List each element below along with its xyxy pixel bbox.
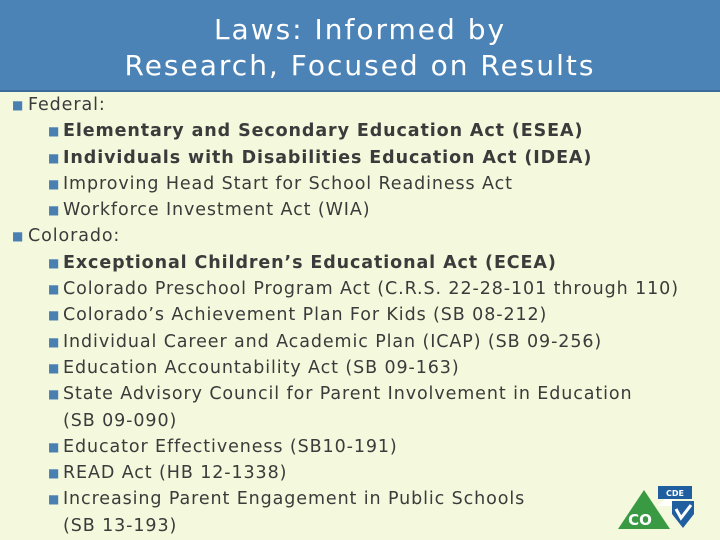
- federal-item: Individuals with Disabilities Education Act (IDEA): [63, 147, 593, 168]
- square-bullet-icon: ■: [48, 492, 61, 507]
- square-bullet-icon: ■: [48, 150, 61, 165]
- colorado-item: State Advisory Council for Parent Involvement in Education: [63, 384, 633, 405]
- bullet-list: [10, 92, 710, 539]
- list-item: [10, 276, 710, 302]
- logo-bottom-text: CO: [628, 511, 652, 529]
- colorado-item: Colorado’s Achievement Plan For Kids (SB 08-212): [63, 305, 548, 326]
- list-item: [10, 145, 710, 171]
- square-bullet-icon: ■: [48, 360, 61, 375]
- title-bar: [0, 0, 720, 92]
- square-bullet-icon: ■: [12, 229, 25, 244]
- list-item: [10, 329, 710, 355]
- square-bullet-icon: ■: [48, 124, 61, 139]
- square-bullet-icon: ■: [48, 466, 61, 481]
- list-item-federal: [10, 92, 710, 118]
- colorado-item: Individual Career and Academic Plan (ICAP) (SB 09-256): [63, 331, 603, 352]
- square-bullet-icon: ■: [48, 255, 61, 270]
- title-line-2: Research, Focused on Results: [124, 49, 596, 82]
- slide-title: [0, 12, 720, 84]
- colorado-item: Exceptional Children’s Educational Act (ECEA): [63, 252, 557, 273]
- colorado-item: (SB 13-193): [63, 515, 178, 536]
- colorado-item: Education Accountability Act (SB 09-163): [63, 357, 460, 378]
- list-item-continuation: [10, 513, 710, 539]
- colorado-item: Increasing Parent Engagement in Public Schools: [63, 489, 526, 510]
- title-line-1: Laws: Informed by: [213, 13, 507, 46]
- list-item: [10, 302, 710, 328]
- list-item: [10, 434, 710, 460]
- square-bullet-icon: ■: [48, 334, 61, 349]
- list-item: [10, 486, 710, 512]
- colorado-item: (SB 09-090): [63, 410, 178, 431]
- colorado-item: READ Act (HB 12-1338): [63, 463, 288, 484]
- colorado-item: Colorado Preschool Program Act (C.R.S. 22-28-101 through 110): [63, 279, 679, 300]
- square-bullet-icon: ■: [12, 98, 25, 112]
- list-item: [10, 118, 710, 144]
- list-item: [10, 197, 710, 223]
- square-bullet-icon: ■: [48, 439, 61, 454]
- logo-top-text: CDE: [666, 489, 684, 498]
- list-item: [10, 355, 710, 381]
- list-item: [10, 171, 710, 197]
- federal-label: Federal:: [28, 95, 106, 115]
- square-bullet-icon: ■: [48, 203, 61, 218]
- square-bullet-icon: ■: [48, 176, 61, 191]
- square-bullet-icon: ■: [48, 282, 61, 297]
- square-bullet-icon: ■: [48, 308, 61, 323]
- colorado-label: Colorado:: [28, 226, 121, 247]
- list-item-colorado: [10, 223, 710, 249]
- list-item: [10, 460, 710, 486]
- federal-item: Improving Head Start for School Readiness Act: [63, 173, 513, 194]
- colorado-item: Educator Effectiveness (SB10-191): [63, 436, 398, 457]
- list-item: [10, 381, 710, 407]
- square-bullet-icon: ■: [48, 387, 61, 402]
- federal-item: Elementary and Secondary Education Act (ESEA): [63, 121, 584, 142]
- cde-colorado-logo: [618, 484, 696, 530]
- federal-item: Workforce Investment Act (WIA): [63, 200, 371, 221]
- list-item: [10, 250, 710, 276]
- list-item-continuation: [10, 408, 710, 434]
